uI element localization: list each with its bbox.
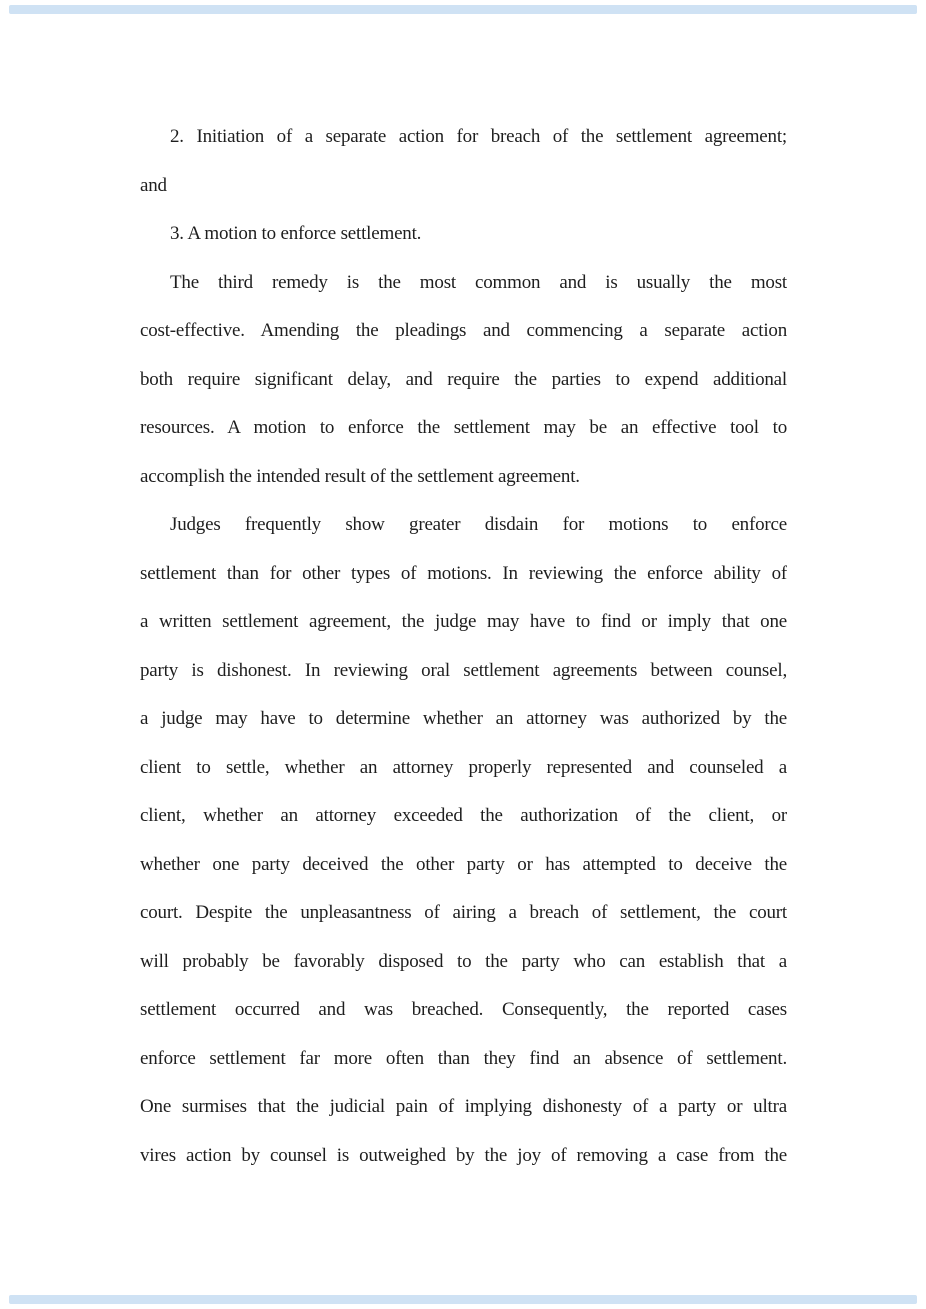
text-line: whether one party deceived the other party or has attempted to deceive the bbox=[140, 853, 787, 875]
text-line: settlement occurred and was breached. Consequently, the reported cases bbox=[140, 999, 787, 1020]
text-line: and bbox=[140, 174, 167, 196]
text-line: enforce settlement far more often than they find an absence of settlement. bbox=[140, 1047, 787, 1069]
page-top-accent-bar bbox=[9, 5, 917, 14]
text-line: a written settlement agreement, the judge may have to find or imply that one bbox=[140, 611, 787, 632]
text-line: party is dishonest. In reviewing oral settlement agreements between counsel, bbox=[140, 659, 787, 681]
text-line: 3. A motion to enforce settlement. bbox=[170, 223, 422, 244]
text-line: vires action by counsel is outweighed by the joy of removing a case from the bbox=[140, 1144, 787, 1166]
text-line: court. Despite the unpleasantness of airing a breach of settlement, the court bbox=[140, 902, 787, 923]
text-line: client to settle, whether an attorney properly represented and counseled a bbox=[140, 756, 787, 778]
text-line: The third remedy is the most common and is usually the most bbox=[170, 271, 787, 293]
text-line: cost-effective. Amending the pleadings and commencing a separate action bbox=[140, 320, 787, 341]
text-line: 2. Initiation of a separate action for breach of the settlement agreement; bbox=[170, 126, 787, 147]
text-line: settlement than for other types of motions. In reviewing the enforce ability of bbox=[140, 562, 787, 584]
text-line: will probably be favorably disposed to the party who can establish that a bbox=[140, 950, 787, 972]
text-line: a judge may have to determine whether an attorney was authorized by the bbox=[140, 708, 787, 729]
text-line: Judges frequently show greater disdain for motions to enforce bbox=[170, 514, 787, 535]
document-text bbox=[140, 113, 787, 1180]
text-line: client, whether an attorney exceeded the authorization of the client, or bbox=[140, 805, 787, 826]
page-bottom-accent-bar bbox=[9, 1295, 917, 1304]
text-line: resources. A motion to enforce the settlement may be an effective tool to bbox=[140, 417, 787, 438]
text-line: both require significant delay, and require the parties to expend additional bbox=[140, 368, 787, 390]
text-line: One surmises that the judicial pain of implying dishonesty of a party or ultra bbox=[140, 1096, 787, 1117]
text-line: accomplish the intended result of the settlement agreement. bbox=[140, 465, 580, 487]
